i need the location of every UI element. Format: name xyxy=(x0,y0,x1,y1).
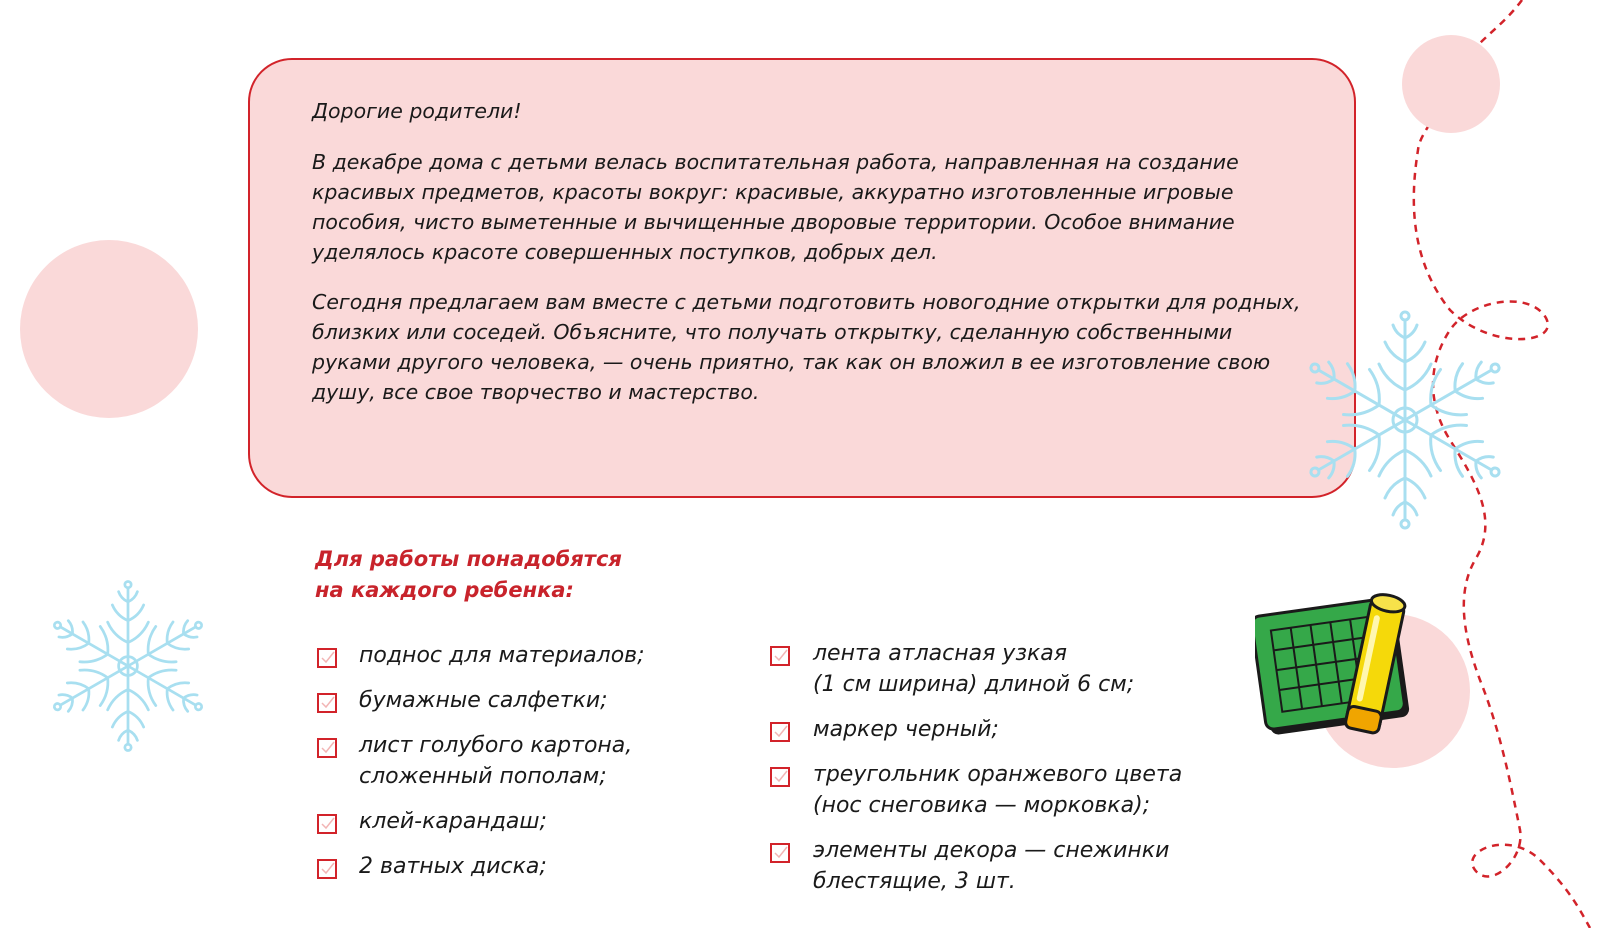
checkbox-icon xyxy=(770,843,790,863)
materials-list-left xyxy=(317,640,645,896)
materials-list-right xyxy=(770,638,1182,911)
letter-box xyxy=(248,58,1356,498)
letter-greeting: Дорогие родители! xyxy=(312,99,522,123)
checkbox-icon xyxy=(770,646,790,666)
materials-title-line-2: на каждого ребенка: xyxy=(315,578,574,602)
list-item-text: 2 ватных диска; xyxy=(359,854,547,879)
list-item xyxy=(317,806,645,837)
list-item-text: клей-карандаш; xyxy=(359,809,547,834)
list-item-text: бумажные салфетки; xyxy=(359,688,608,713)
checkbox-icon xyxy=(317,648,337,668)
checkbox-icon xyxy=(770,767,790,787)
list-item xyxy=(770,638,1182,700)
list-item-text: элементы декора — снежинки xyxy=(813,838,1170,863)
list-item xyxy=(317,851,645,882)
letter-paragraph-2: Сегодня предлагаем вам вместе с детьми подготовить новогодние открытки для родных, близких или соседей. Объясните, что получать открытку, сделанную собственными руками другого человека, — очень приятно, так как он вложил в ее изготовление свою душу, все свое творчество и мастерство. xyxy=(312,290,1301,404)
list-item-text-line-2: блестящие, 3 шт. xyxy=(813,869,1016,894)
cutting-mat-and-glue-stick-icon xyxy=(1255,590,1435,760)
checkbox-icon xyxy=(770,722,790,742)
list-item xyxy=(770,835,1182,897)
materials-title-line-1: Для работы понадобятся xyxy=(315,547,622,571)
checkbox-icon xyxy=(317,814,337,834)
pink-circle-left xyxy=(20,240,198,418)
checkbox-icon xyxy=(317,859,337,879)
list-item xyxy=(317,685,645,716)
letter-paragraph-1: В декабре дома с детьми велась воспитательная работа, направленная на создание красивых предметов, красоты вокруг: красивые, аккуратно изготовленные игровые пособия, чисто выметенные и вычищенные дворовые территории. Особое внимание уделялось красоте совершенных поступков, добрых дел. xyxy=(312,150,1239,264)
list-item-text-line-2: (1 см ширина) длиной 6 см; xyxy=(813,672,1135,697)
snowflake-icon xyxy=(1290,305,1520,535)
list-item-text: треугольник оранжевого цвета xyxy=(813,762,1183,787)
pink-circle-top-right xyxy=(1402,35,1500,133)
list-item-text: лист голубого картона, xyxy=(359,733,633,758)
list-item-text-line-2: (нос снеговика — морковка); xyxy=(813,793,1151,818)
list-item-text: лента атласная узкая xyxy=(813,641,1068,666)
list-item xyxy=(317,640,645,671)
checkbox-icon xyxy=(317,693,337,713)
list-item-text: маркер черный; xyxy=(813,717,999,742)
list-item xyxy=(317,730,645,792)
list-item xyxy=(770,714,1182,745)
list-item-text-line-2: сложенный пополам; xyxy=(359,764,607,789)
list-item xyxy=(770,759,1182,821)
materials-title xyxy=(315,544,622,606)
list-item-text: поднос для материалов; xyxy=(359,643,645,668)
snowflake-icon xyxy=(38,576,218,756)
checkbox-icon xyxy=(317,738,337,758)
